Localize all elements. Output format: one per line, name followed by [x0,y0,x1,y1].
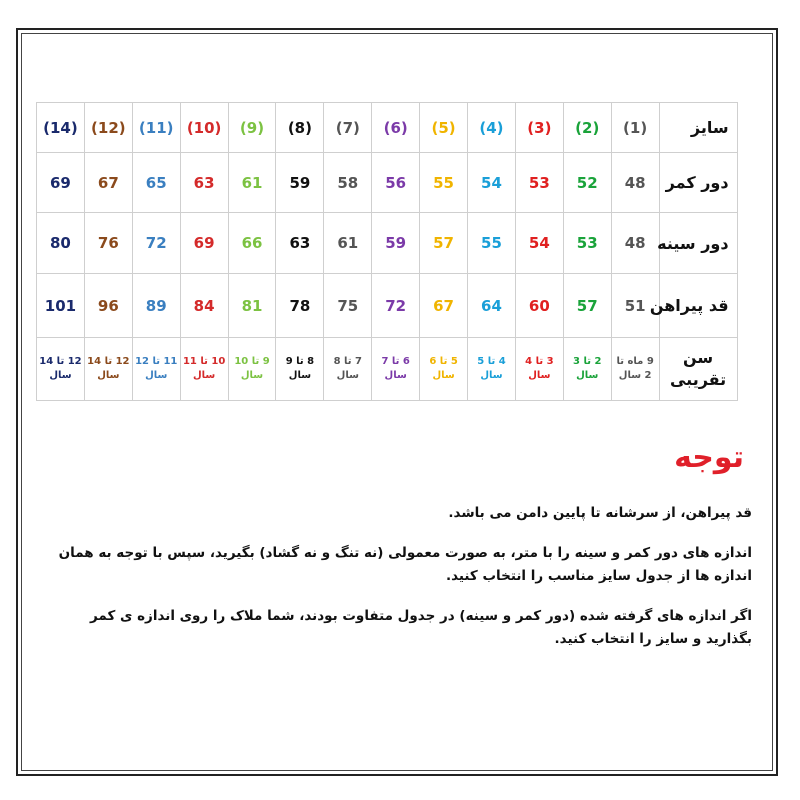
age-cell [468,338,516,401]
size-row [37,103,738,153]
chest-cell: 59 [372,213,420,274]
size-cell: (10) [180,103,228,153]
age-unit-text: سال [528,370,551,381]
age-unit-text: سال [432,370,455,381]
chest-cell: 66 [228,213,276,274]
age-cell [611,338,659,401]
waist-cell: 69 [37,153,85,213]
age-unit-text: سال [336,370,359,381]
age-range-text: 11 تا 12 [135,356,178,367]
chest-cell: 53 [563,213,611,274]
note-paragraph: قد پیراهن، از سرشانه تا پایین دامن می باشد. [448,505,752,521]
size-cell: (5) [420,103,468,153]
chest-cell: 72 [132,213,180,274]
waist-cell: 48 [611,153,659,213]
chest-cell: 61 [324,213,372,274]
size-cell: (1) [611,103,659,153]
age-unit-text: سال [480,370,503,381]
age-range-text: 3 تا 4 [525,356,554,367]
age-range-text: 4 تا 5 [477,356,506,367]
length-cell: 57 [563,274,611,338]
size-cell: (3) [515,103,563,153]
waist-cell: 56 [372,153,420,213]
waist-row [37,153,738,213]
age-unit-text: سال [240,370,264,381]
length-cell: 84 [180,274,228,338]
waist-cell: 61 [228,153,276,213]
age-unit-text: 2 سال [618,370,652,381]
waist-cell: 52 [563,153,611,213]
chest-cell: 54 [515,213,563,274]
waist-cell: 63 [180,153,228,213]
row-label-waist: دور کمر [659,153,737,213]
length-cell: 75 [324,274,372,338]
age-range-text: 6 تا 7 [381,356,410,367]
length-cell: 60 [515,274,563,338]
age-range-text: 2 تا 3 [573,356,602,367]
age-cell [372,338,420,401]
size-cell: (6) [372,103,420,153]
chest-cell: 80 [37,213,85,274]
note-title: توجه [674,440,744,475]
length-cell: 72 [372,274,420,338]
age-unit-text: سال [145,370,168,381]
age-unit-text: سال [49,370,72,381]
age-unit-text: سال [576,370,599,381]
waist-cell: 65 [132,153,180,213]
waist-cell: 55 [420,153,468,213]
waist-cell: 59 [276,153,324,213]
age-range-text: 7 تا 8 [333,356,362,367]
age-range-text: 12 تا 14 [39,356,82,367]
chest-row [37,213,738,274]
chest-cell: 57 [420,213,468,274]
length-cell: 78 [276,274,324,338]
waist-cell: 58 [324,153,372,213]
age-unit-text: سال [97,370,120,381]
chest-cell: 63 [276,213,324,274]
waist-cell: 54 [468,153,516,213]
age-range-text: 5 تا 6 [429,356,458,367]
row-label-size: سایز [659,103,737,153]
age-cell [228,338,276,401]
length-row [37,274,738,338]
length-cell: 81 [228,274,276,338]
chest-cell: 76 [84,213,132,274]
size-cell: (2) [563,103,611,153]
age-range-text: 12 تا 14 [87,356,130,367]
age-unit-text: سال [384,370,407,381]
size-cell: (14) [37,103,85,153]
size-cell: (12) [84,103,132,153]
chest-cell: 69 [180,213,228,274]
length-cell: 67 [420,274,468,338]
age-unit-text: سال [288,370,312,381]
age-cell [420,338,468,401]
length-cell: 96 [84,274,132,338]
chest-cell: 48 [611,213,659,274]
note-body [52,502,752,668]
size-cell: (11) [132,103,180,153]
age-row [37,338,738,401]
row-label-chest: دور سینه [659,213,737,274]
age-cell [37,338,85,401]
size-cell: (7) [324,103,372,153]
length-cell: 101 [37,274,85,338]
age-cell [132,338,180,401]
row-label-length: قد پیراهن [659,274,737,338]
age-range-text: 9 ماه تا [616,356,654,367]
note-paragraph: اگر اندازه های گرفته شده (دور کمر و سینه) در جدول متفاوت بودند، شما ملاک را روی اندازه ی کمر بگذارید و سایز را انتخاب کنید. [90,608,752,647]
length-cell: 89 [132,274,180,338]
age-range-text: 10 تا 11 [182,356,226,367]
size-cell: (9) [228,103,276,153]
age-cell [180,338,228,401]
row-label-age: سن تقریبی [659,338,737,401]
size-cell: (8) [276,103,324,153]
age-cell [84,338,132,401]
age-unit-text: سال [192,370,216,381]
age-cell [324,338,372,401]
waist-cell: 67 [84,153,132,213]
age-range-text: 9 تا 10 [234,356,270,367]
age-cell [276,338,324,401]
waist-cell: 53 [515,153,563,213]
chest-cell: 55 [468,213,516,274]
size-cell: (4) [468,103,516,153]
length-cell: 64 [468,274,516,338]
length-cell: 51 [611,274,659,338]
age-cell [515,338,563,401]
note-paragraph: اندازه های دور کمر و سینه را با متر، به صورت معمولی (نه تنگ و نه گشاد) بگیرید، سپس با توجه به همان اندازه ها از جدول سایز مناسب را انتخاب کنید. [58,545,752,584]
age-range-text: 8 تا 9 [285,356,315,367]
age-cell [563,338,611,401]
size-table [36,102,738,401]
